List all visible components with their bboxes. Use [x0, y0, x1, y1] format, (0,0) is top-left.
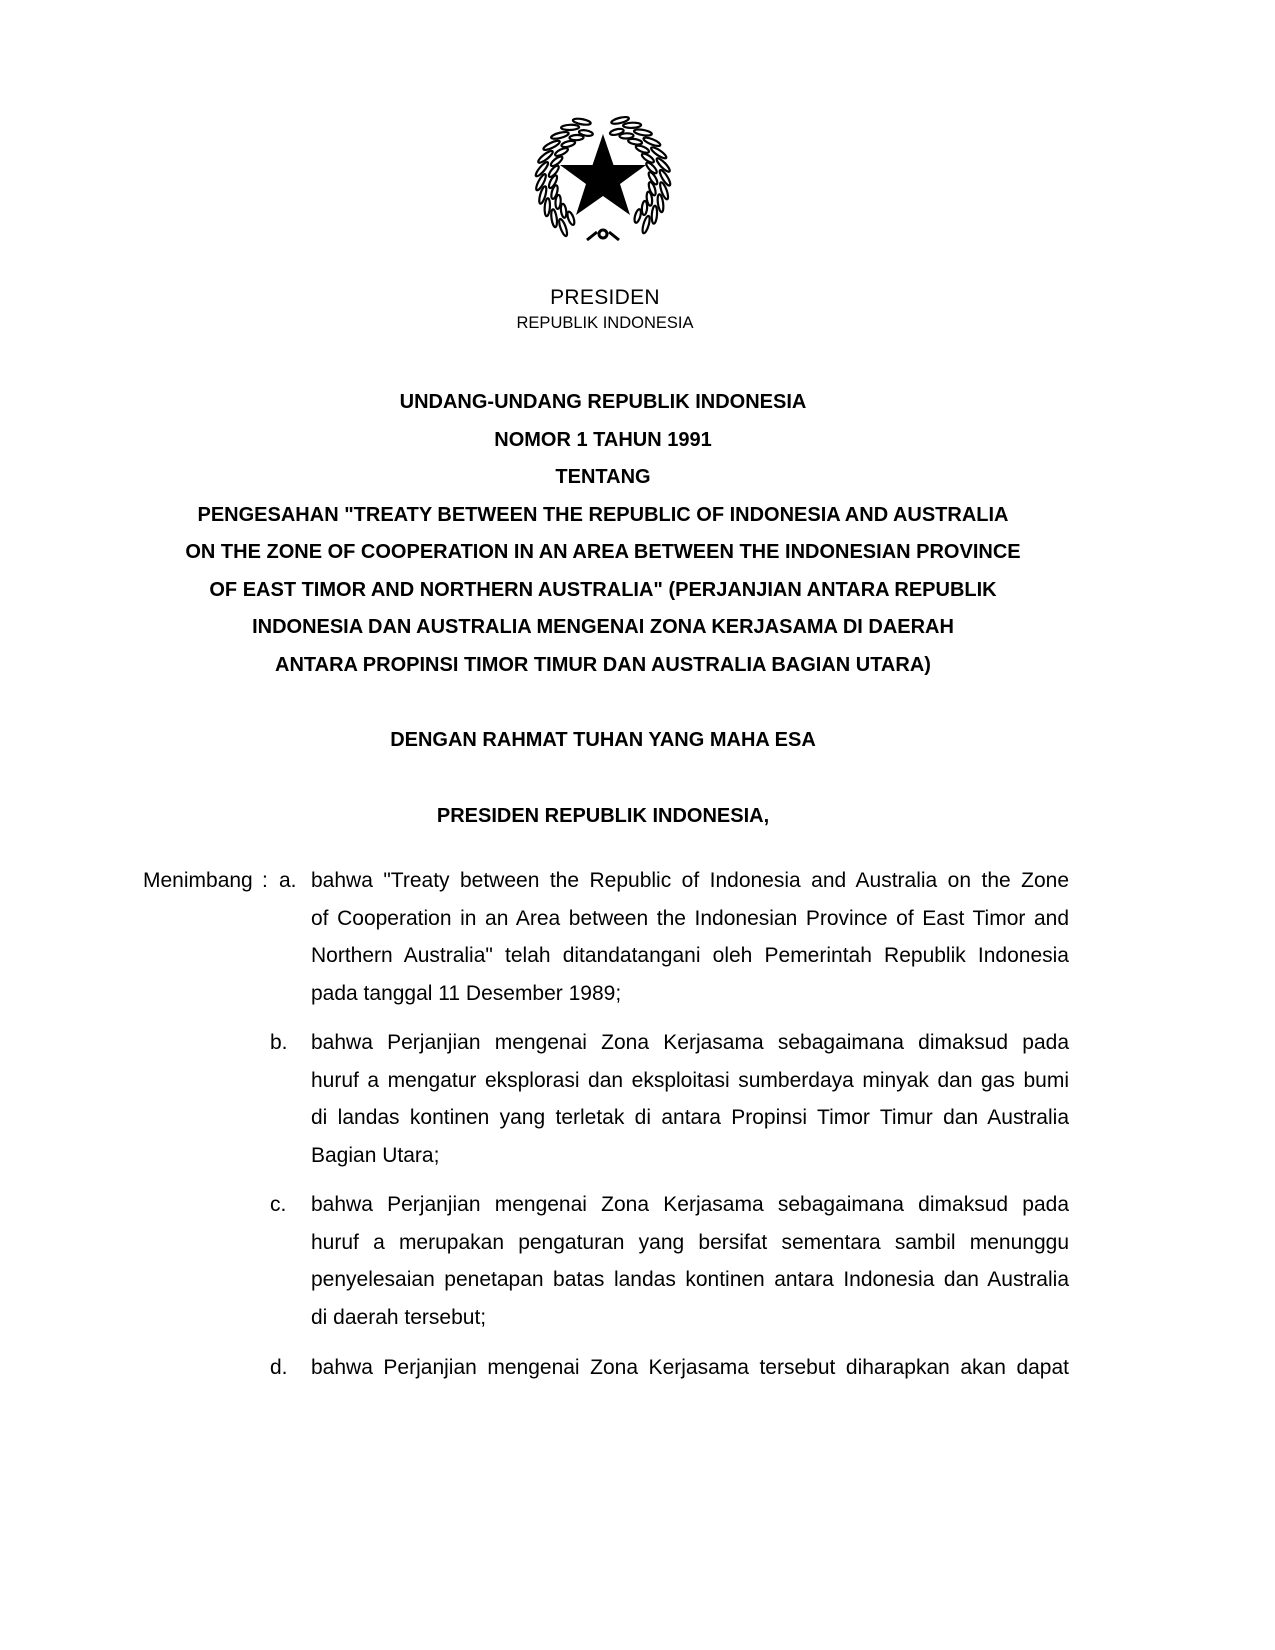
letterhead-subtitle: REPUBLIK INDONESIA — [516, 314, 694, 332]
consideration-item-b — [311, 1024, 1069, 1174]
law-subject-line: INDONESIA DAN AUSTRALIA MENGENAI ZONA KERJASAMA DI DAERAH — [252, 616, 954, 638]
wreath-leaf — [633, 209, 642, 224]
text-line: of Cooperation in an Area between the Indonesian Province of East Timor and — [311, 906, 1069, 930]
text-line: Northern Australia" telah ditandatangani oleh Pemerintah Republik Indonesia — [311, 944, 1069, 967]
law-subject-line: ON THE ZONE OF COOPERATION IN AN AREA BETWEEN THE INDONESIAN PROVINCE — [185, 541, 1021, 563]
letterhead-title: PRESIDEN — [550, 286, 660, 309]
wreath-leaf — [558, 218, 569, 237]
text-line: Bagian Utara; — [311, 1143, 440, 1167]
text-line: huruf a mengatur eksplorasi dan eksploitasi sumberdaya minyak dan gas bumi — [311, 1068, 1069, 1092]
document-heading — [0, 384, 1206, 835]
law-title: UNDANG-UNDANG REPUBLIK INDONESIA — [399, 391, 807, 413]
law-subject-line: OF EAST TIMOR AND NORTHERN AUSTRALIA" (PERJANJIAN ANTARA REPUBLIK — [209, 578, 997, 601]
wreath-leaf — [623, 122, 641, 128]
law-about: TENTANG — [555, 466, 651, 488]
item-letter: a. — [279, 869, 297, 892]
wreath-leaf — [628, 138, 643, 146]
consideration-item-a — [311, 862, 1069, 1012]
considerations-label: Menimbang — [143, 869, 253, 892]
wreath-leaf — [641, 201, 647, 215]
text-line: pada tanggal 11 Desember 1989; — [311, 981, 622, 1005]
wreath-leaf — [550, 209, 558, 228]
colon: : — [262, 869, 268, 892]
text-line: bahwa Perjanjian mengenai Zona Kerjasama sebagaimana dimaksud pada — [311, 1193, 1069, 1216]
presidential-seal-emblem — [527, 104, 679, 256]
issuer: PRESIDEN REPUBLIK INDONESIA, — [436, 804, 770, 827]
invocation: DENGAN RAHMAT TUHAN YANG MAHA ESA — [390, 729, 816, 751]
law-subject-line: ANTARA PROPINSI TIMOR TIMUR DAN AUSTRALIA BAGIAN UTARA) — [275, 653, 931, 676]
item-letter: c. — [270, 1193, 287, 1216]
wreath-leaf — [544, 198, 550, 216]
wreath-leaf — [643, 136, 662, 148]
wreath-leaf — [641, 215, 651, 234]
consideration-item-c — [311, 1186, 1069, 1336]
wreath-leaf — [551, 131, 570, 140]
item-letter: d. — [270, 1356, 288, 1379]
text-line: bahwa Perjanjian mengenai Zona Kerjasama tersebut diharapkan akan dapat — [311, 1356, 1069, 1379]
text-line: bahwa Perjanjian mengenai Zona Kerjasama sebagaimana dimaksud pada — [311, 1031, 1069, 1054]
text-line: di daerah tersebut; — [311, 1305, 487, 1329]
wreath-leaf — [561, 124, 579, 130]
text-line: huruf a merupakan pengaturan yang bersifat sementara sambil menunggu — [311, 1230, 1069, 1254]
law-number: NOMOR 1 TAHUN 1991 — [494, 428, 712, 451]
law-subject-line: PENGESAHAN "TREATY BETWEEN THE REPUBLIC OF INDONESIA AND AUSTRALIA — [197, 503, 1009, 526]
text-line: bahwa "Treaty between the Republic of Indonesia and Australia on the Zone — [311, 869, 1069, 892]
consideration-item-d — [311, 1349, 1069, 1387]
wreath-leaf — [634, 128, 653, 136]
item-letter: b. — [270, 1031, 288, 1054]
text-line: penyelesaian penetapan batas landas kontinen antara Indonesia dan Australia — [311, 1268, 1069, 1291]
wreath-leaf — [554, 147, 569, 158]
text-line: di landas kontinen yang terletak di antara Propinsi Timor Timur dan Australia — [311, 1106, 1069, 1129]
wreath-leaf — [651, 206, 657, 224]
